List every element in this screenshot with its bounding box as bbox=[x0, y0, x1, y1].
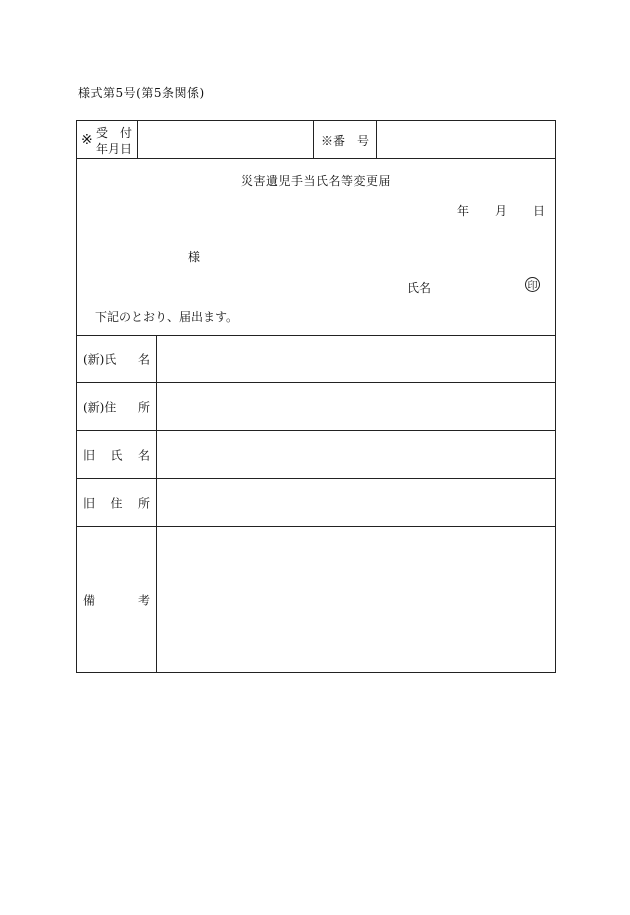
number-label: ※番 号 bbox=[321, 134, 370, 148]
row-new-name bbox=[77, 335, 555, 383]
document-title: 災害遺児手当氏名等変更届 bbox=[240, 174, 391, 188]
number-label-cell bbox=[314, 121, 377, 158]
row-label-old-address: 旧 住 所 bbox=[77, 479, 157, 526]
row-label-old-name: 旧 氏 名 bbox=[77, 431, 157, 478]
old-name-field[interactable] bbox=[157, 431, 555, 478]
statement-text: 下記のとおり、届出ます。 bbox=[95, 310, 239, 324]
number-field[interactable] bbox=[377, 121, 555, 158]
new-address-field[interactable] bbox=[157, 383, 555, 430]
row-label-remarks: 備 考 bbox=[77, 527, 157, 673]
form-frame bbox=[76, 120, 556, 673]
date-month: 月 bbox=[495, 204, 508, 218]
row-label-new-name: (新)氏 名 bbox=[77, 335, 157, 382]
remarks-field[interactable] bbox=[157, 527, 555, 673]
row-new-address bbox=[77, 383, 555, 431]
receipt-date-label-cell bbox=[77, 121, 138, 158]
row-old-name bbox=[77, 431, 555, 479]
date-year: 年 bbox=[457, 204, 470, 218]
date-line bbox=[457, 202, 545, 219]
receipt-label-line1: 受 付 bbox=[96, 126, 133, 140]
applicant-name-label: 氏名 bbox=[407, 281, 432, 295]
row-label-new-address: (新)住 所 bbox=[77, 383, 157, 430]
form-number-label: 様式第5号(第5条関係) bbox=[78, 86, 205, 100]
row-old-address bbox=[77, 479, 555, 527]
receipt-date-field[interactable] bbox=[138, 121, 314, 158]
addressee-honorific: 様 bbox=[188, 250, 201, 264]
old-address-field[interactable] bbox=[157, 479, 555, 526]
office-use-mark: ※ bbox=[81, 132, 93, 148]
header-row bbox=[77, 121, 555, 159]
notice-body bbox=[77, 158, 555, 336]
receipt-label-line2: 年月日 bbox=[96, 142, 133, 156]
date-day: 日 bbox=[533, 204, 546, 218]
new-name-field[interactable] bbox=[157, 335, 555, 382]
seal-mark-icon: 印 bbox=[525, 277, 540, 292]
row-remarks bbox=[77, 527, 555, 673]
